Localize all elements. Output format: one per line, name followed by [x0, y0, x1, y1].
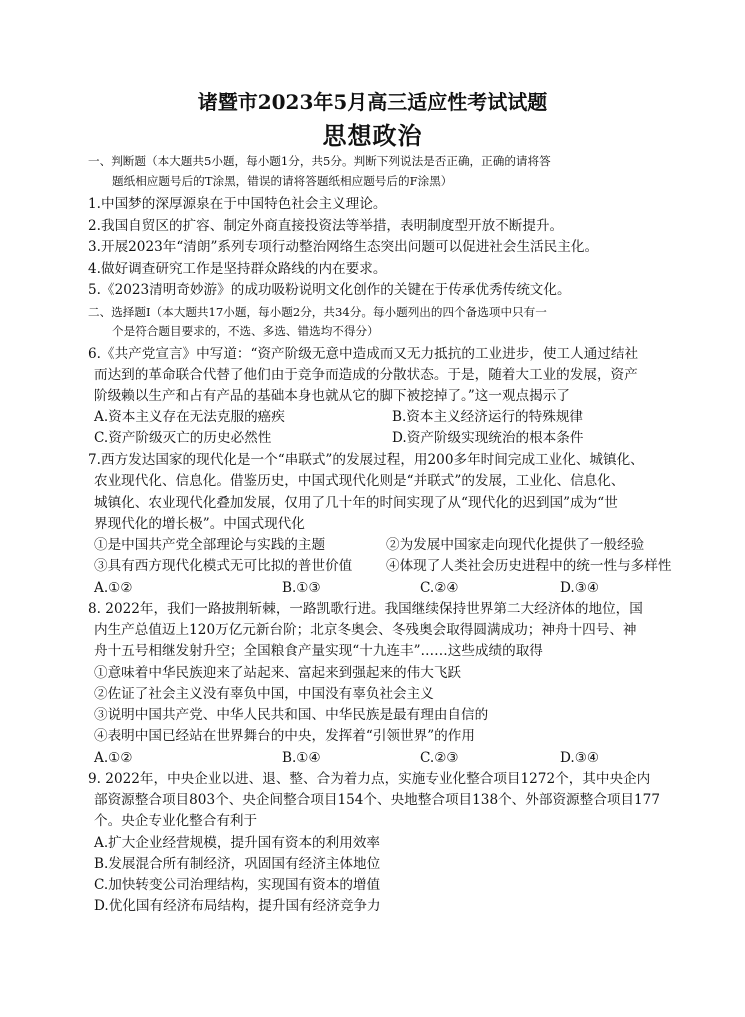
q9-option-c: C.加快转变公司治理结构，实现国有资本的增值: [94, 877, 381, 893]
part2-heading-line2: 个是符合题目要求的，不选、多选、错选均不得分）: [112, 324, 379, 338]
q6-option-c: C.资产阶级灭亡的历史必然性: [94, 430, 272, 446]
q6-option-b: B.资本主义经济运行的特殊规律: [392, 409, 584, 425]
q8-statement-3: ③说明中国共产党、中华人民共和国、中华民族是最有理由自信的: [94, 707, 489, 723]
q8-option-b: B.①④: [282, 750, 321, 766]
q8-statement-4: ④表明中国已经站在世界舞台的中央，发挥着“引领世界”的作用: [94, 728, 475, 744]
q8-stem-line1: 8. 2022年，我们一路披荆斩棘，一路凯歌行进。我国继续保持世界第二大经济体的地位，国: [88, 601, 643, 617]
subject-title: 思想政治: [322, 121, 423, 150]
q7-stem-line3: 城镇化、农业现代化叠加发展，仅用了几十年的时间实现了从“现代化的迟到国”成为“世: [94, 495, 618, 511]
judgment-item-3: 3.开展2023年“清朗”系列专项行动整治网络生态突出问题可以促进社会生活民主化。: [88, 239, 599, 255]
q9-stem-line3: 个。央企专业化整合有利于: [94, 813, 258, 829]
q7-stem-line2: 农业现代化、信息化。借鉴历史，中国式现代化则是“并联式”的发展，工业化、信息化、: [94, 473, 625, 489]
q7-stem-line1: 7.西方发达国家的现代化是一个“串联式”的发展过程，用200多年时间完成工业化、城镇化、: [88, 452, 644, 468]
q7-statement-2: ②为发展中国家走向现代化提供了一般经验: [386, 537, 645, 553]
q6-option-a: A.资本主义存在无法克服的癌疾: [94, 409, 285, 425]
q6-stem-line1: 6.《共产党宣言》中写道：“资产阶级无意中造成而又无力抵抗的工业进步，使工人通过结社: [88, 346, 639, 362]
q6-stem-line2: 而达到的革命联合代替了他们由于竞争而造成的分散状态。于是，随着大工业的发展，资产: [94, 367, 638, 383]
q7-option-c: C.②④: [420, 580, 459, 596]
q9-stem-line1: 9. 2022年，中央企业以进、退、整、合为着力点，实施专业化整合项目1272个，其中央企内: [88, 771, 651, 787]
q9-option-d: D.优化国有经济布局结构，提升国有经济竞争力: [94, 898, 381, 914]
exam-title: 诸暨市2023年5月高三适应性考试试题: [197, 90, 548, 114]
part1-heading-line2: 题纸相应题号后的T涂黑，错误的请将答题纸相应题号后的F涂黑）: [112, 174, 453, 188]
judgment-item-2: 2.我国自贸区的扩容、制定外商直接投资法等举措，表明制度型开放不断提升。: [88, 218, 564, 234]
q6-option-d: D.资产阶级实现统治的根本条件: [392, 430, 584, 446]
q7-option-a: A.①②: [94, 580, 133, 596]
q8-option-d: D.③④: [560, 750, 600, 766]
part1-heading-line1: 一、判断题（本大题共5小题，每小题1分，共5分。判断下列说法是否正确，正确的请将答: [88, 154, 551, 168]
q7-statement-3: ③具有西方现代化模式无可比拟的普世价值: [94, 558, 353, 574]
q8-statement-2: ②佐证了社会主义没有辜负中国，中国没有辜负社会主义: [94, 686, 434, 702]
q8-stem-line2: 内生产总值迈上120万亿元新台阶；北京冬奥会、冬残奥会取得圆满成功；神舟十四号、神: [94, 622, 637, 638]
q7-option-d: D.③④: [560, 580, 600, 596]
q9-option-a: A.扩大企业经营规模，提升国有资本的利用效率: [94, 835, 381, 851]
judgment-item-5: 5.《2023清明奇妙游》的成功吸粉说明文化创作的关键在于传承优秀传统文化。: [88, 282, 571, 298]
q9-stem-line2: 部资源整合项目803个、央企间整合项目154个、央地整合项目138个、外部资源整合项目177: [94, 792, 660, 808]
q6-stem-line3: 阶级赖以生产和占有产品的基础本身也就从它的脚下被挖掉了。”这一观点揭示了: [94, 388, 570, 404]
q9-option-b: B.发展混合所有制经济，巩固国有经济主体地位: [94, 856, 381, 872]
judgment-item-4: 4.做好调查研究工作是坚持群众路线的内在要求。: [88, 261, 387, 277]
q8-option-c: C.②③: [420, 750, 459, 766]
q7-statement-4: ④体现了人类社会历史进程中的统一性与多样性: [386, 558, 672, 574]
q8-stem-line3: 舟十五号相继发射升空；全国粮食产量实现“十九连丰”……这些成绩的取得: [94, 643, 543, 659]
q7-statement-1: ①是中国共产党全部理论与实践的主题: [94, 537, 326, 553]
q8-option-a: A.①②: [94, 750, 133, 766]
part2-heading-line1: 二、选择题Ⅰ（本大题共17小题，每小题2分，共34分。每小题列出的四个备选项中只有一: [88, 305, 547, 319]
q7-option-b: B.①③: [282, 580, 321, 596]
judgment-item-1: 1.中国梦的深厚源泉在于中国特色社会主义理论。: [88, 196, 387, 212]
q7-stem-line4: 界现代化的增长极”。中国式现代化: [94, 516, 305, 532]
q8-statement-1: ①意味着中华民族迎来了站起来、富起来到强起来的伟大飞跃: [94, 665, 462, 681]
